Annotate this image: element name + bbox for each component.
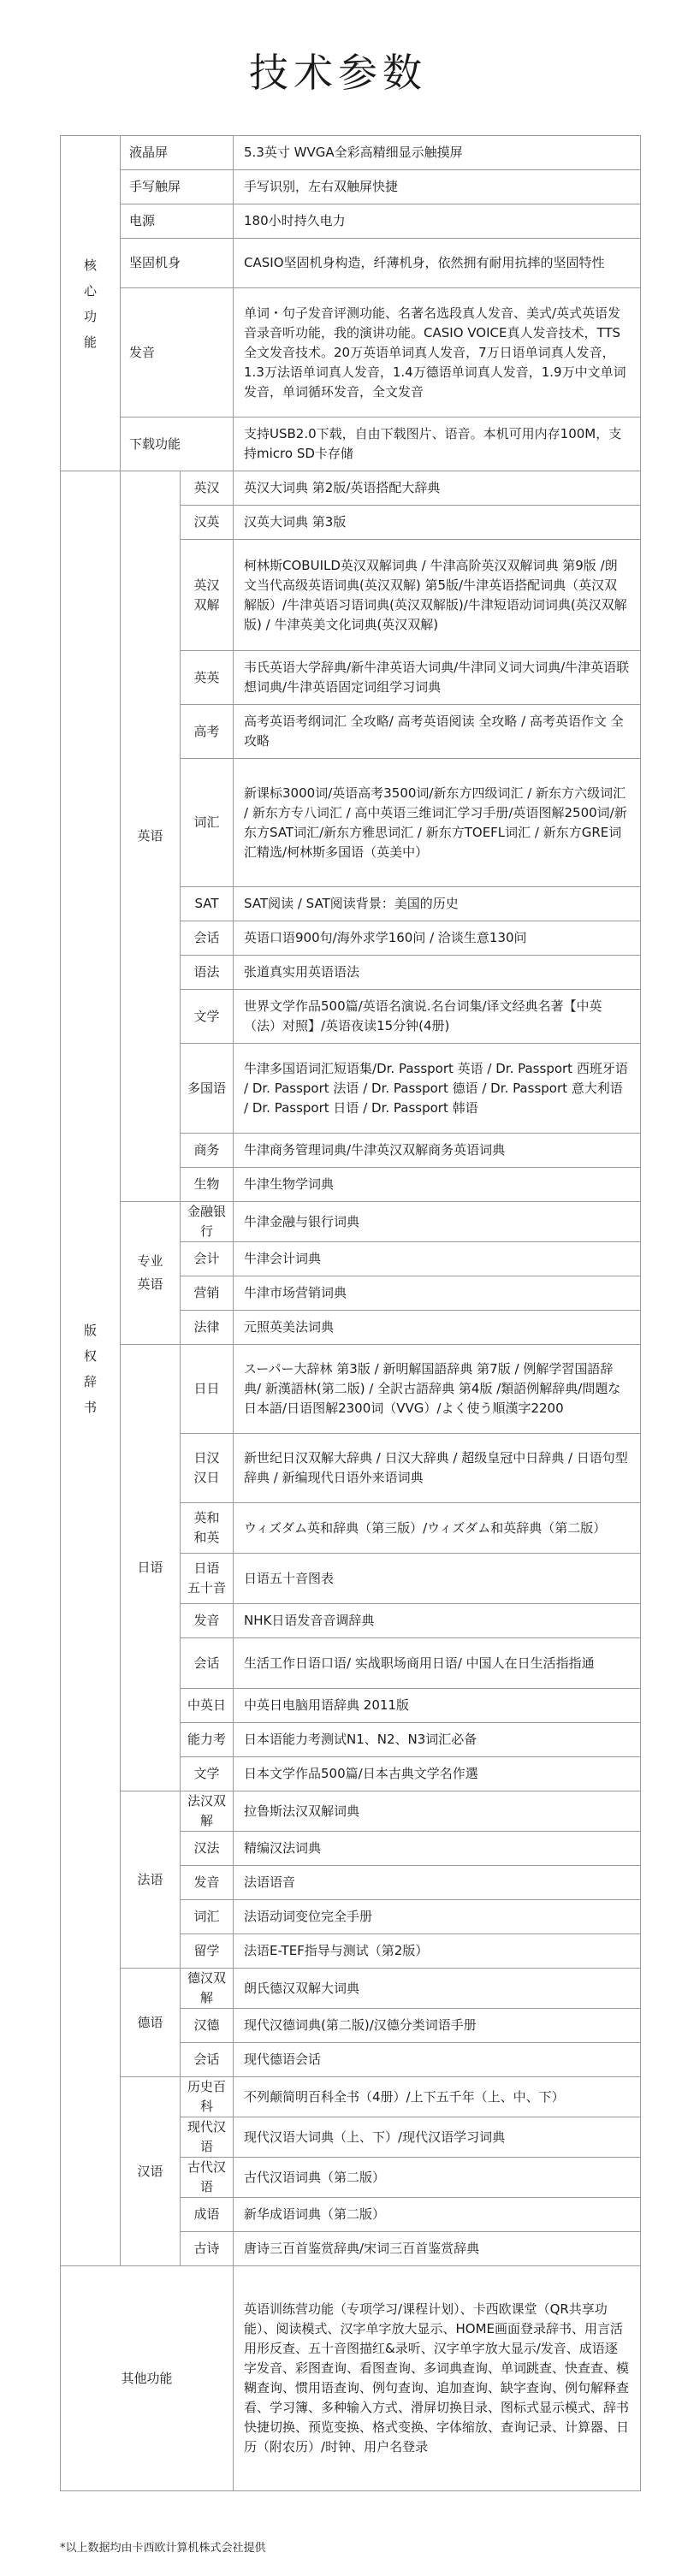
dictionary-value: NHK日语发音音调辞典	[234, 1604, 641, 1638]
dictionary-value: 中英日电脑用语辞典 2011版	[234, 1689, 641, 1723]
core-row-label: 液晶屏	[121, 136, 234, 170]
dictionary-value: 法语动词变位完全手册	[234, 1900, 641, 1934]
language-group-label: 英语	[121, 471, 181, 1202]
subcategory-label: 汉法	[181, 1832, 234, 1866]
subcategory-label: 中英日	[181, 1689, 234, 1723]
dictionary-value: 汉英大词典 第3版	[234, 506, 641, 540]
dictionary-value: 现代汉德词典(第二版)/汉德分类词语手册	[234, 2009, 641, 2043]
dictionary-value: 柯林斯COBUILD英汉双解词典 / 牛津高阶英汉双解词典 第9版 /朗文当代高级英语词典(英汉双解) 第5版/牛津英语搭配词典（英汉双解版）/牛津英语习语词典(英汉双解版)/牛津短语动词词典(英汉双解版) / 牛津英美文化词典(英汉双解)	[234, 540, 641, 651]
core-row-label: 坚固机身	[121, 239, 234, 288]
dictionary-value: 法语E-TEF指导与测试（第2版）	[234, 1934, 641, 1969]
dictionary-value: 世界文学作品500篇/英语名演说.名台词集/译文经典名著【中英（法）对照】/英语夜读15分钟(4册)	[234, 990, 641, 1044]
dictionary-value: 生活工作日语口语/ 实战职场商用日语/ 中国人在日生活指指通	[234, 1638, 641, 1689]
subcategory-label: 营销	[181, 1276, 234, 1311]
subcategory-label: 多国语	[181, 1044, 234, 1134]
page-title: 技术参数	[249, 50, 427, 96]
dictionary-value: 牛津生物学词典	[234, 1168, 641, 1202]
dictionary-value: 唐诗三百首鉴赏辞典/宋词三百首鉴赏辞典	[234, 2232, 641, 2266]
dictionary-value: 牛津多国语词汇短语集/Dr. Passport 英语 / Dr. Passport 西班牙语 / Dr. Passport 法语 / Dr. Passport 德语 / Dr. Passport 意大利语 / Dr. Passport 日语 / Dr. Passport 韩语	[234, 1044, 641, 1134]
dictionary-value: 英语口语900句/海外求学160问 / 洽谈生意130问	[234, 921, 641, 956]
language-group-label: 法语	[121, 1791, 181, 1969]
dictionary-value: ウィズダム英和辞典（第三版）/ウィズダム和英辞典（第二版）	[234, 1503, 641, 1554]
copyright-dictionaries-label: 版 权 辞 书	[61, 471, 121, 2266]
core-row-value: 180小时持久电力	[234, 204, 641, 239]
dictionary-value: 日本语能力考测试N1、N2、N3词汇必备	[234, 1723, 641, 1757]
dictionary-row	[61, 1345, 641, 1434]
subcategory-label: 英汉	[181, 471, 234, 506]
dictionary-value: 韦氏英语大学辞典/新牛津英语大词典/牛津同义词大词典/牛津英语联想词典/牛津英语固定词组学习词典	[234, 651, 641, 705]
core-row-label: 下载功能	[121, 417, 234, 471]
subcategory-label: 会话	[181, 921, 234, 956]
subcategory-label: 文学	[181, 990, 234, 1044]
subcategory-label: 会计	[181, 1242, 234, 1276]
language-group-label: 专业 英语	[121, 1202, 181, 1345]
subcategory-label: 汉德	[181, 2009, 234, 2043]
dictionary-value: 日语五十音图表	[234, 1554, 641, 1604]
dictionary-value: 精编汉法词典	[234, 1832, 641, 1866]
dictionary-row	[61, 1969, 641, 2009]
core-row-label: 发音	[121, 288, 234, 417]
dictionary-value: 法语语音	[234, 1866, 641, 1900]
subcategory-label: 文学	[181, 1757, 234, 1791]
language-group-label: 汉语	[121, 2077, 181, 2266]
other-functions-label: 其他功能	[61, 2266, 234, 2491]
dictionary-value: 英汉大词典 第2版/英语搭配大辞典	[234, 471, 641, 506]
core-row	[61, 136, 641, 170]
dictionary-value: 牛津金融与银行词典	[234, 1202, 641, 1242]
dictionary-value: 元照英美法词典	[234, 1311, 641, 1345]
dictionary-value: 新课标3000词/英语高考3500词/新东方四级词汇 / 新东方六级词汇 / 新东方专八词汇 / 高中英语三维词汇学习手册/英语图解2500词/新东方SAT词汇/新东方雅思词汇 / 新东方TOEFL词汇 / 新东方GRE词汇精选/柯林斯多国语（英美中）	[234, 759, 641, 887]
subcategory-label: 留学	[181, 1934, 234, 1969]
core-row-value: 单词・句子发音评测功能、名著名选段真人发音、美式/英式英语发音录音听功能，我的演讲功能。CASIO VOICE真人发音技术，TTS全文发音技术。20万英语单词真人发音，7万日语单词真人发音，1.3万法语单词真人发音，1.4万德语单词真人发音，1.9万中文单词发音，单词循环发音，全文发音	[234, 288, 641, 417]
subcategory-label: 汉英	[181, 506, 234, 540]
subcategory-label: 会话	[181, 2043, 234, 2077]
dictionary-row	[61, 1791, 641, 1832]
dictionary-row	[61, 2077, 641, 2117]
subcategory-label: 词汇	[181, 759, 234, 887]
dictionary-value: 日本文学作品500篇/日本古典文学名作選	[234, 1757, 641, 1791]
core-row	[61, 239, 641, 288]
dictionary-value: 新世纪日汉双解大辞典 / 日汉大辞典 / 超级皇冠中日辞典 / 日语句型辞典 / 新编现代日语外来语词典	[234, 1434, 641, 1503]
dictionary-value: スーパー大辞林 第3版 / 新明解国語辞典 第7版 / 例解学習国語辞典/ 新漢語林(第二版) / 全訳古語辞典 第4版 /類語例解辞典/問題な日本語/日语图解2300词（VVG）/よく使う順漢字2200	[234, 1345, 641, 1434]
dictionary-value: 牛津会计词典	[234, 1242, 641, 1276]
subcategory-label: 会话	[181, 1638, 234, 1689]
core-row-label: 电源	[121, 204, 234, 239]
subcategory-label: 英英	[181, 651, 234, 705]
subcategory-label: 法律	[181, 1311, 234, 1345]
core-row-value: 支持USB2.0下载，自由下载图片、语音。本机可用内存100M，支持micro SD卡存储	[234, 417, 641, 471]
subcategory-label: SAT	[181, 887, 234, 921]
subcategory-label: 能力考	[181, 1723, 234, 1757]
subcategory-label: 成语	[181, 2198, 234, 2232]
dictionary-row	[61, 471, 641, 506]
subcategory-label: 英汉 双解	[181, 540, 234, 651]
dictionary-value: 古代汉语词典（第二版）	[234, 2158, 641, 2198]
subcategory-label: 日汉 汉日	[181, 1434, 234, 1503]
subcategory-label: 商务	[181, 1134, 234, 1168]
subcategory-label: 金融银行	[181, 1202, 234, 1242]
subcategory-label: 日语 五十音	[181, 1554, 234, 1604]
dictionary-value: 朗氏德汉双解大词典	[234, 1969, 641, 2009]
language-group-label: 日语	[121, 1345, 181, 1791]
core-functions-label: 核 心 功 能	[61, 136, 121, 471]
subcategory-label: 古诗	[181, 2232, 234, 2266]
core-row	[61, 417, 641, 471]
subcategory-label: 古代汉语	[181, 2158, 234, 2198]
subcategory-label: 语法	[181, 956, 234, 990]
dictionary-value: 拉鲁斯法汉双解词典	[234, 1791, 641, 1832]
dictionary-value: 牛津商务管理词典/牛津英汉双解商务英语词典	[234, 1134, 641, 1168]
core-row-value: CASIO坚固机身构造，纤薄机身，依然拥有耐用抗摔的坚固特性	[234, 239, 641, 288]
language-group-label: 德语	[121, 1969, 181, 2077]
core-row-value: 手写识别，左右双触屏快捷	[234, 170, 641, 204]
subcategory-label: 现代汉语	[181, 2117, 234, 2158]
core-row	[61, 288, 641, 417]
subcategory-label: 发音	[181, 1604, 234, 1638]
subcategory-label: 词汇	[181, 1900, 234, 1934]
core-row	[61, 170, 641, 204]
subcategory-label: 日日	[181, 1345, 234, 1434]
dictionary-value: 高考英语考纲词汇 全攻略/ 高考英语阅读 全攻略 / 高考英语作文 全攻略	[234, 705, 641, 759]
other-functions-row	[61, 2266, 641, 2491]
dictionary-value: 不列颠简明百科全书（4册）/上下五千年（上、中、下）	[234, 2077, 641, 2117]
core-row	[61, 204, 641, 239]
subcategory-label: 历史百科	[181, 2077, 234, 2117]
dictionary-row	[61, 1202, 641, 1242]
other-functions-value: 英语训练营功能（专项学习/课程计划）、卡西欧课堂（QR共享功能）、阅读模式、汉字单字放大显示、HOME画面登录辞书、用言活用形反查、五十音图描红&录听、汉字单字放大显示/发音、成语逐字发音、彩图查询、看图查询、多词典查询、单词跳查、快查查、模糊查询、惯用语查询、例句查询、追加查询、缺字查询、例句解释查看、学习簿、多种输入方式、滑屏切换目录、图标式显示模式、辞书快捷切换、预览变换、格式变换、字体缩放、查询记录、计算器、日历（附农历）/时钟、用户名登录	[234, 2266, 641, 2491]
dictionary-value: 现代德语会话	[234, 2043, 641, 2077]
dictionary-value: 现代汉语大词典（上、下）/现代汉语学习词典	[234, 2117, 641, 2158]
subcategory-label: 发音	[181, 1866, 234, 1900]
dictionary-value: SAT阅读 / SAT阅读背景：美国的历史	[234, 887, 641, 921]
dictionary-value: 新华成语词典（第二版）	[234, 2198, 641, 2232]
subcategory-label: 法汉双解	[181, 1791, 234, 1832]
dictionary-value: 牛津市场营销词典	[234, 1276, 641, 1311]
subcategory-label: 高考	[181, 705, 234, 759]
core-row-label: 手写触屏	[121, 170, 234, 204]
subcategory-label: 英和 和英	[181, 1503, 234, 1554]
footnote: *以上数据均由卡西欧计算机株式会社提供	[60, 2542, 266, 2555]
spec-table	[60, 135, 641, 2491]
dictionary-value: 张道真实用英语语法	[234, 956, 641, 990]
core-row-value: 5.3英寸 WVGA全彩高精细显示触摸屏	[234, 136, 641, 170]
subcategory-label: 生物	[181, 1168, 234, 1202]
subcategory-label: 德汉双解	[181, 1969, 234, 2009]
